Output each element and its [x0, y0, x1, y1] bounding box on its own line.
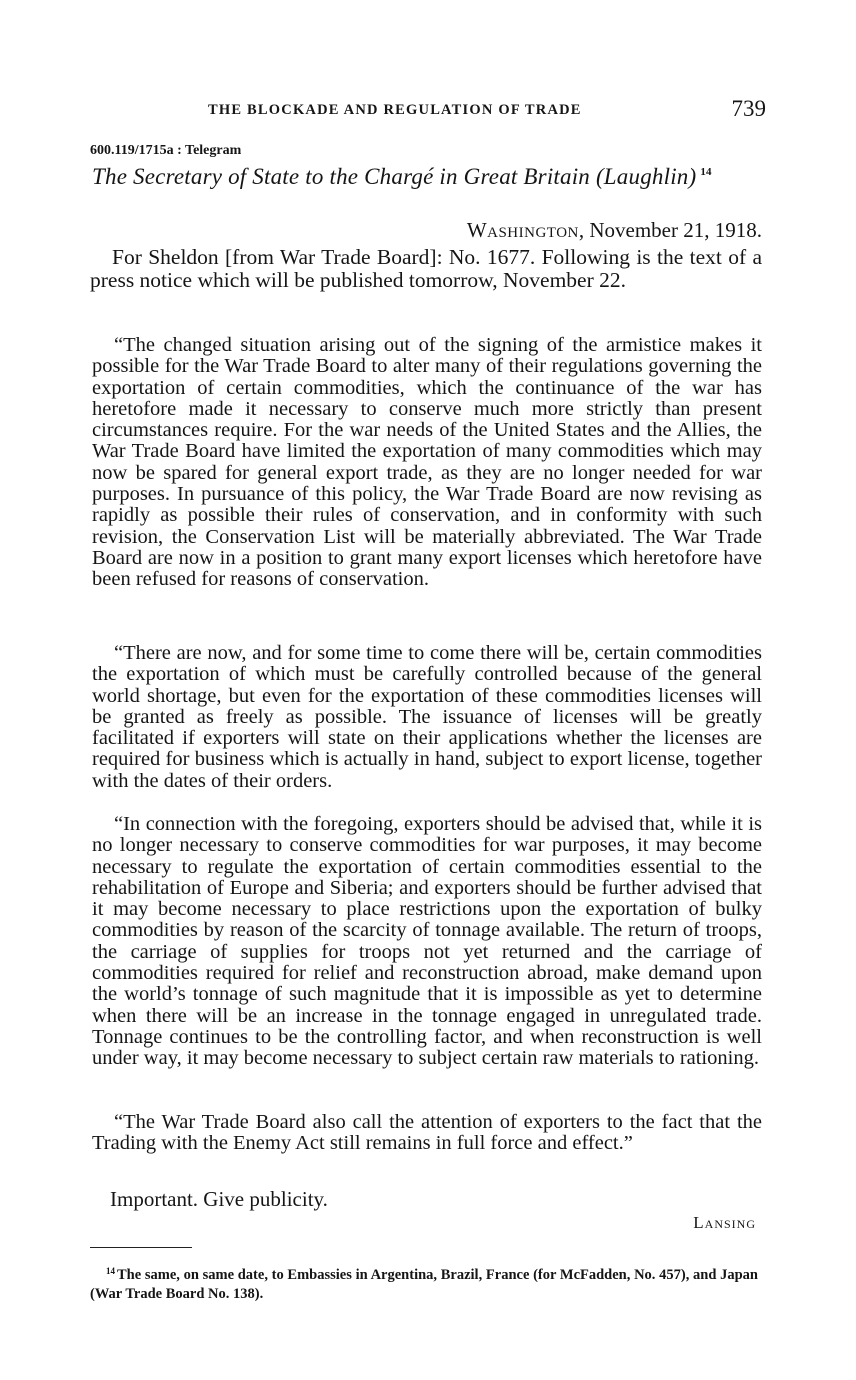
- page-number: 739: [731, 96, 766, 121]
- file-reference: 600.119/1715a : Telegram: [90, 143, 242, 158]
- footnote-divider: [90, 1247, 192, 1248]
- running-title: THE BLOCKADE AND REGULATION OF TRADE: [208, 102, 582, 118]
- running-head: [90, 96, 766, 126]
- signature: Lansing: [693, 1213, 756, 1232]
- footnote-text: The same, on same date, to Embassies in Argentina, Brazil, France (for McFadden, No. 457), and Japan (War Trade Board No. 138).: [90, 1267, 758, 1302]
- heading-text: The Secretary of State to the Chargé in Great Britain (Laughlin): [92, 164, 697, 189]
- closing-line: Important. Give publicity.: [110, 1187, 328, 1211]
- footnote: [90, 1262, 758, 1304]
- press-notice-paragraph: “In connection with the foregoing, exporters should be advised that, while it is no longer necessary to conserve commodities for war purposes, it may become necessary to regulate the exportation of certain commodities essential to the rehabilitation of Europe and Siberia; and exporters should be further advised that it may become necessary to place restrictions upon the exportation of bulky commodities by reason of the scarcity of tonnage available. The return of troops, the carriage of supplies for troops not yet returned and the carriage of commodities required for relief and reconstruction abroad, make demand upon the world’s tonnage of such magnitude that it is impossible as yet to determine when there will be an increase in the tonnage engaged in unregulated trade. Tonnage continues to be the controlling factor, and when reconstruction is well under way, it may become necessary to subject certain raw materials to rationing.: [92, 813, 762, 1070]
- press-notice-paragraph: “The changed situation arising out of the signing of the armistice makes it possible for the War Trade Board to alter many of their regulations governing the exportation of certain commodities, which the continuance of the war has heretofore made it necessary to conserve much more strictly than present circumstances require. For the war needs of the United States and the Allies, the War Trade Board have limited the exportation of many commodities which may now be spared for general export trade, as they are no longer needed for war purposes. In pursuance of this policy, the War Trade Board are now revising as rapidly as possible their rules of conservation, and in conformity with such revision, the Conservation List will be materially abbreviated. The War Trade Board are now in a position to grant many export licenses which heretofore have been refused for reasons of conservation.: [92, 334, 762, 591]
- intro-paragraph: For Sheldon [from War Trade Board]: No. 1677. Following is the text of a press notice which will be published tomorrow, November 22.: [90, 245, 762, 292]
- dateline-place: Washington: [466, 218, 579, 242]
- dateline: [467, 218, 762, 243]
- footnote-marker: 14: [106, 1266, 115, 1276]
- document-heading: [92, 164, 712, 190]
- dateline-date: , November 21, 1918.: [578, 218, 762, 242]
- press-notice-paragraph: “There are now, and for some time to come there will be, certain commodities the exportation of which must be carefully controlled because of the general world shortage, but even for the exportation of these commodities licenses will be granted as freely as possible. The issuance of licenses will be greatly facilitated if exporters will state on their applications whether the licenses are required for business which is actually in hand, subject to export license, together with the dates of their orders.: [92, 642, 762, 792]
- press-notice-paragraph: “The War Trade Board also call the attention of exporters to the fact that the Trading with the Enemy Act still remains in full force and effect.”: [92, 1111, 762, 1155]
- footnote-reference[interactable]: 14: [700, 166, 712, 178]
